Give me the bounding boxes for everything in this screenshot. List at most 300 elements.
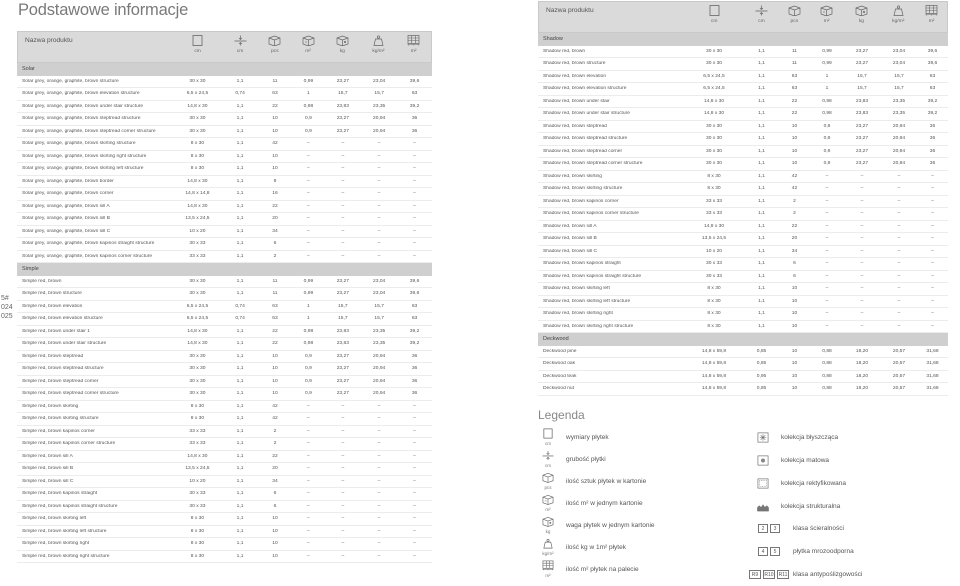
rectified-icon	[748, 478, 778, 489]
value-cell: 23,35	[892, 98, 906, 104]
product-name: Simple red, brown skirting right	[22, 541, 90, 547]
value-cell: –	[377, 153, 381, 159]
table-row	[538, 271, 948, 284]
value-cell: 23,83	[336, 341, 349, 347]
value-cell: 23,83	[855, 111, 869, 117]
value-cell: 20,94	[373, 366, 386, 372]
value-cell: 1,1	[236, 278, 244, 284]
value-cell: 0,9	[305, 378, 312, 384]
legend-unit: cm	[545, 463, 551, 468]
value-cell: 31,68	[926, 386, 939, 392]
value-cell: 1	[825, 73, 829, 79]
value-cell: –	[413, 216, 416, 222]
value-cell: 22	[272, 328, 278, 334]
value-cell: 13,5 x 24,5	[701, 236, 727, 242]
legend-item	[533, 516, 655, 534]
legend-text: ilość m² płytek na palecie	[566, 565, 639, 573]
product-name: Shadow red, brown steptread corner structure	[543, 161, 643, 167]
legend-item	[748, 547, 854, 556]
value-cell: 23,27	[336, 366, 349, 372]
product-name: Solar grey, orange, graphite, brown sill B	[22, 216, 110, 222]
header-unit: m²	[305, 49, 311, 54]
value-cell: –	[341, 403, 345, 409]
legend-text: grubość płytki	[566, 455, 606, 463]
value-cell: 23,83	[336, 103, 349, 109]
thickness-icon	[234, 35, 247, 49]
header-unit: cm	[710, 19, 718, 24]
product-name: Simple red, brown under stair structure	[22, 341, 107, 347]
legend-text: ilość kg w 1m² płytek	[566, 543, 626, 551]
value-cell: 36	[411, 378, 418, 384]
header-col-weight-box-icon	[324, 32, 361, 62]
header-col-tile-size-icon	[683, 2, 745, 32]
table-row	[17, 276, 432, 289]
value-cell: 14,8 x 59,8	[701, 373, 727, 379]
value-cell: 11	[272, 278, 278, 284]
value-cell: 1,1	[758, 236, 765, 242]
value-cell: 14,8 x 30	[703, 111, 725, 117]
value-cell: 11	[272, 291, 278, 297]
value-cell: 42	[791, 186, 798, 192]
value-cell: 10	[272, 553, 278, 559]
value-cell: 1,1	[758, 323, 765, 329]
table-row	[17, 288, 432, 301]
table-row	[538, 158, 948, 171]
thickness-icon	[533, 450, 563, 468]
value-cell: –	[897, 273, 901, 279]
value-cell: 6,5 x 24,5	[186, 303, 209, 309]
value-cell: –	[413, 428, 416, 434]
value-cell: –	[825, 261, 829, 267]
product-name: Shadow red, brown steptread	[543, 123, 607, 129]
value-cell: 8 x 30	[707, 173, 721, 179]
side-ref-line: 024	[1, 304, 13, 311]
product-name: Simple red, brown sill A	[22, 453, 73, 459]
legend-unit: kg/m²	[542, 551, 554, 556]
structure-icon	[748, 501, 778, 512]
value-cell: 23,27	[336, 278, 349, 284]
value-cell: –	[307, 253, 310, 259]
value-cell: –	[897, 261, 901, 267]
value-cell: 15,7	[374, 303, 384, 309]
value-cell: 10	[272, 528, 278, 534]
value-cell: 33 x 33	[189, 253, 206, 259]
product-name: Solar grey, orange, graphite, brown sill C	[22, 228, 111, 234]
matt-icon	[748, 455, 778, 466]
value-cell: 23,27	[336, 291, 349, 297]
product-name: Simple red, brown	[22, 278, 62, 284]
value-cell: 15,7	[894, 73, 904, 79]
legend-item	[533, 538, 626, 556]
value-cell: 39,2	[409, 103, 420, 109]
value-cell: 1,1	[236, 166, 244, 172]
value-cell: –	[341, 428, 345, 434]
value-cell: –	[377, 453, 381, 459]
value-cell: 39,2	[409, 328, 420, 334]
value-cell: 0,9	[305, 391, 312, 397]
value-cell: –	[413, 466, 416, 472]
value-cell: 10	[791, 311, 798, 317]
table-row	[17, 126, 432, 139]
value-cell: 8 x 30	[190, 516, 205, 522]
value-cell: –	[413, 553, 416, 559]
value-cell: –	[860, 223, 864, 229]
class-box: 4	[758, 547, 768, 556]
value-cell: 15,7	[374, 316, 384, 322]
value-cell: 6,5 x 24,5	[186, 91, 209, 97]
table-row	[17, 501, 432, 514]
table-row	[538, 108, 948, 121]
value-cell: –	[307, 216, 310, 222]
value-cell: 1,1	[236, 228, 244, 234]
value-cell: 39,6	[409, 278, 420, 284]
value-cell: 30 x 30	[705, 123, 723, 129]
value-cell: 22	[272, 203, 278, 209]
value-cell: 8 x 30	[190, 141, 205, 147]
value-cell: 1,1	[758, 311, 765, 317]
legend-text: kolekcja strukturalna	[781, 503, 841, 510]
value-cell: 23,27	[855, 61, 869, 67]
header-name-label: Nazwa produktu	[546, 7, 594, 14]
value-cell: –	[413, 178, 416, 184]
product-name: Simple red, brown kapinos straight structure	[22, 503, 118, 509]
value-cell: 20,94	[373, 353, 386, 359]
table-row	[17, 438, 432, 451]
value-cell: 15,7	[894, 86, 904, 92]
value-cell: 1,1	[236, 291, 244, 297]
value-cell: 30 x 30	[189, 353, 206, 359]
value-cell: –	[307, 553, 310, 559]
header-col-area-box-icon	[811, 2, 843, 32]
value-cell: 30 x 30	[189, 391, 206, 397]
weight-per-m2-icon	[892, 5, 905, 19]
value-cell: 1,1	[236, 453, 244, 459]
value-cell: 10	[791, 361, 798, 367]
value-cell: –	[341, 503, 345, 509]
value-cell: 0,98	[822, 98, 832, 104]
product-name: Solar grey, orange, graphite, brown sill A	[22, 203, 110, 209]
value-cell: 14,8 x 30	[187, 328, 208, 334]
value-cell: 20	[791, 236, 798, 242]
value-cell: 23,04	[892, 48, 906, 54]
value-cell: 63	[929, 73, 936, 79]
value-cell: 63	[791, 86, 798, 92]
product-name: Shadow red, brown skirting	[543, 173, 602, 179]
value-cell: –	[860, 273, 864, 279]
value-cell: 63	[272, 303, 278, 309]
gloss-icon	[748, 432, 778, 443]
value-cell: 10	[791, 161, 798, 167]
value-cell: 0,74	[235, 91, 245, 97]
value-cell: 22	[272, 453, 278, 459]
value-cell: –	[341, 166, 345, 172]
weight-per-m2-icon	[533, 538, 563, 556]
value-cell: –	[377, 441, 381, 447]
value-cell: –	[860, 236, 864, 242]
value-cell: –	[307, 403, 310, 409]
value-cell: –	[307, 141, 310, 147]
tile-size-icon	[708, 5, 721, 19]
value-cell: –	[307, 466, 310, 472]
value-cell: 10	[791, 386, 798, 392]
legend-item	[748, 478, 846, 489]
pieces-box-icon	[268, 35, 281, 49]
legend-text: waga płytek w jednym kartonie	[566, 521, 655, 529]
table-row	[17, 326, 432, 339]
value-cell: 18,20	[855, 386, 869, 392]
value-cell: 34	[791, 248, 798, 254]
value-cell: 1,1	[758, 211, 765, 217]
product-name: Simple red, brown kapinos straight	[22, 491, 98, 497]
value-cell: 36	[929, 148, 936, 154]
legend-item	[748, 432, 838, 443]
value-cell: –	[377, 553, 381, 559]
value-cell: 8 x 30	[707, 311, 721, 317]
value-cell: 23,27	[855, 123, 869, 129]
area-box-icon	[820, 5, 833, 19]
value-cell: 6	[273, 241, 277, 247]
value-cell: –	[413, 503, 416, 509]
value-cell: 30 x 30	[705, 136, 723, 142]
value-cell: 1,1	[236, 216, 244, 222]
value-cell: 1,1	[236, 78, 244, 84]
value-cell: –	[307, 516, 310, 522]
value-cell: 8 x 30	[707, 286, 721, 292]
value-cell: 63	[929, 86, 936, 92]
side-ref-line: 025	[1, 313, 13, 320]
product-name: Simple red, brown under stair 1	[22, 328, 90, 334]
value-cell: 0,99	[822, 48, 832, 54]
value-cell: –	[377, 241, 381, 247]
value-cell: –	[413, 478, 416, 484]
value-cell: 1,1	[236, 503, 244, 509]
value-cell: –	[897, 186, 901, 192]
value-cell: 20,94	[892, 161, 906, 167]
header-col-pallet-icon	[396, 32, 431, 62]
table-row	[538, 171, 948, 184]
product-name: Simple red, brown elevation	[22, 303, 83, 309]
product-name: Shadow red, brown skirting structure	[543, 186, 623, 192]
value-cell: –	[377, 516, 381, 522]
weight-per-m2-icon	[372, 35, 385, 49]
value-cell: 10	[791, 286, 798, 292]
value-cell: 23,04	[892, 61, 906, 67]
product-name: Simple red, brown structure	[22, 291, 82, 297]
value-cell: 10 x 20	[189, 478, 206, 484]
value-cell: 23,27	[855, 136, 869, 142]
table-row	[17, 176, 432, 189]
table-row	[17, 101, 432, 114]
value-cell: 1,1	[236, 416, 244, 422]
value-cell: 1,1	[236, 553, 244, 559]
class-box: 5	[770, 547, 780, 556]
product-name: Solar grey, orange, graphite, brown steptread structure	[22, 116, 141, 122]
table-row	[538, 121, 948, 134]
product-name: Simple red, brown skirting	[22, 403, 79, 409]
table-row	[538, 183, 948, 196]
value-cell: –	[860, 286, 864, 292]
product-name: Shadow red, brown structure	[543, 61, 606, 67]
value-cell: 10	[791, 136, 798, 142]
table-row	[17, 188, 432, 201]
value-cell: 30 x 30	[705, 148, 723, 154]
value-cell: 42	[791, 173, 798, 179]
pieces-box-icon	[533, 472, 563, 490]
value-cell: 18,20	[855, 361, 869, 367]
table-row	[538, 383, 948, 396]
value-cell: 1,1	[758, 298, 765, 304]
value-cell: 31,68	[926, 361, 939, 367]
abrasion-class-icon	[748, 524, 790, 533]
product-name: Simple red, brown skirting left structure	[22, 528, 107, 534]
value-cell: –	[413, 541, 416, 547]
product-name: Simple red, brown steptread corner structure	[22, 391, 119, 397]
value-cell: 36	[411, 128, 418, 134]
value-cell: 11	[272, 78, 278, 84]
product-name: Solar grey, orange, graphite, brown kapinos straight structure	[22, 241, 155, 247]
legend-text: kolekcja matowa	[781, 457, 830, 464]
value-cell: 1	[307, 303, 310, 309]
value-cell: 1,1	[236, 116, 244, 122]
value-cell: 18,20	[855, 373, 869, 379]
value-cell: 30 x 30	[705, 61, 723, 67]
value-cell: –	[341, 241, 345, 247]
value-cell: –	[825, 248, 829, 254]
value-cell: –	[307, 478, 310, 484]
value-cell: 10	[272, 353, 278, 359]
table-row	[17, 526, 432, 539]
value-cell: 34	[272, 478, 278, 484]
header-col-thickness-icon	[745, 2, 778, 32]
pieces-box-icon	[788, 5, 801, 19]
value-cell: 23,27	[336, 116, 349, 122]
legend-item	[748, 455, 829, 466]
product-name: Solar grey, orange, graphite, brown structure	[22, 78, 119, 84]
value-cell: 33 x 33	[189, 428, 206, 434]
product-name: Solar grey, orange, graphite, brown skirting right structure	[22, 153, 147, 159]
value-cell: –	[377, 228, 381, 234]
value-cell: –	[307, 416, 310, 422]
table-row	[538, 371, 948, 384]
table-row	[17, 238, 432, 251]
product-name: Solar grey, orange, graphite, brown under stair structure	[22, 103, 144, 109]
value-cell: 15,7	[857, 73, 867, 79]
value-cell: –	[897, 311, 901, 317]
value-cell: 1,1	[758, 148, 765, 154]
value-cell: 10	[272, 516, 278, 522]
value-cell: –	[931, 236, 934, 242]
table-row	[538, 233, 948, 246]
value-cell: 23,27	[336, 78, 349, 84]
value-cell: 0,98	[303, 328, 314, 334]
value-cell: 0,98	[822, 111, 832, 117]
legend-text: kolekcja błyszcząca	[781, 434, 839, 441]
value-cell: 0,98	[303, 103, 314, 109]
value-cell: 1,1	[758, 48, 765, 54]
product-name: Shadow red, brown skirting left structure	[543, 298, 631, 304]
product-name: Solar grey, orange, graphite, brown skirting left structure	[22, 166, 144, 172]
legend-text: płytka mrozoodporna	[793, 548, 854, 555]
value-cell: 0,9	[823, 123, 831, 129]
value-cell: 30 x 30	[189, 78, 206, 84]
value-cell: –	[307, 153, 310, 159]
value-cell: 20,94	[892, 148, 906, 154]
value-cell: –	[897, 323, 901, 329]
product-table-left	[17, 31, 432, 563]
value-cell: 0,98	[303, 341, 314, 347]
value-cell: 2	[273, 441, 277, 447]
value-cell: –	[307, 166, 310, 172]
product-name: Shadow red, brown kapinos straight structure	[543, 273, 642, 279]
value-cell: 39,6	[927, 48, 938, 54]
value-cell: 6	[273, 503, 277, 509]
value-cell: 1,1	[758, 198, 765, 204]
legend-text: wymiary płytek	[566, 433, 609, 441]
value-cell: –	[897, 248, 901, 254]
header-unit: cm	[194, 49, 201, 54]
value-cell: 10	[272, 166, 278, 172]
table-row	[17, 251, 432, 264]
value-cell: –	[377, 203, 381, 209]
frost-resistant-icon	[748, 547, 790, 556]
legend-unit: m²	[545, 573, 551, 578]
value-cell: –	[377, 253, 381, 259]
legend-item	[533, 472, 646, 490]
value-cell: 10	[272, 391, 278, 397]
value-cell: 0,99	[303, 291, 314, 297]
product-name: Shadow red, brown steptread structure	[543, 136, 628, 142]
value-cell: 1,1	[236, 378, 244, 384]
header-col-thickness-icon	[223, 32, 258, 62]
product-name: Deckwood nut	[543, 386, 574, 392]
value-cell: –	[341, 191, 345, 197]
class-box: 3	[770, 524, 780, 533]
value-cell: 14,8 x 59,8	[701, 348, 727, 354]
value-cell: 39,2	[927, 98, 938, 104]
value-cell: 36	[411, 353, 418, 359]
value-cell: 8 x 30	[190, 403, 205, 409]
value-cell: –	[413, 141, 416, 147]
value-cell: 0,99	[303, 78, 314, 84]
value-cell: –	[825, 286, 829, 292]
value-cell: –	[341, 216, 345, 222]
value-cell: –	[860, 248, 864, 254]
value-cell: –	[377, 166, 381, 172]
pallet-icon	[533, 560, 563, 578]
section-header: Solar	[17, 63, 432, 76]
class-box: R10	[764, 571, 774, 578]
value-cell: –	[931, 323, 934, 329]
value-cell: 63	[272, 316, 278, 322]
value-cell: 30 x 33	[705, 261, 723, 267]
product-name: Simple red, brown kapinos corner	[22, 428, 95, 434]
header-unit: m²	[410, 49, 417, 54]
value-cell: 1	[825, 86, 829, 92]
value-cell: 63	[411, 303, 418, 309]
header-unit: kg	[339, 49, 345, 54]
value-cell: 13,5 x 24,5	[185, 466, 210, 472]
value-cell: –	[931, 298, 934, 304]
table-header	[538, 1, 948, 33]
value-cell: 0,99	[822, 61, 832, 67]
header-col-pallet-icon	[916, 2, 947, 32]
value-cell: 30 x 33	[189, 491, 206, 497]
class-box: R11	[778, 571, 788, 578]
value-cell: 16	[272, 191, 278, 197]
value-cell: 0,88	[822, 361, 832, 367]
value-cell: 0,9	[823, 136, 831, 142]
value-cell: 23,35	[373, 341, 386, 347]
